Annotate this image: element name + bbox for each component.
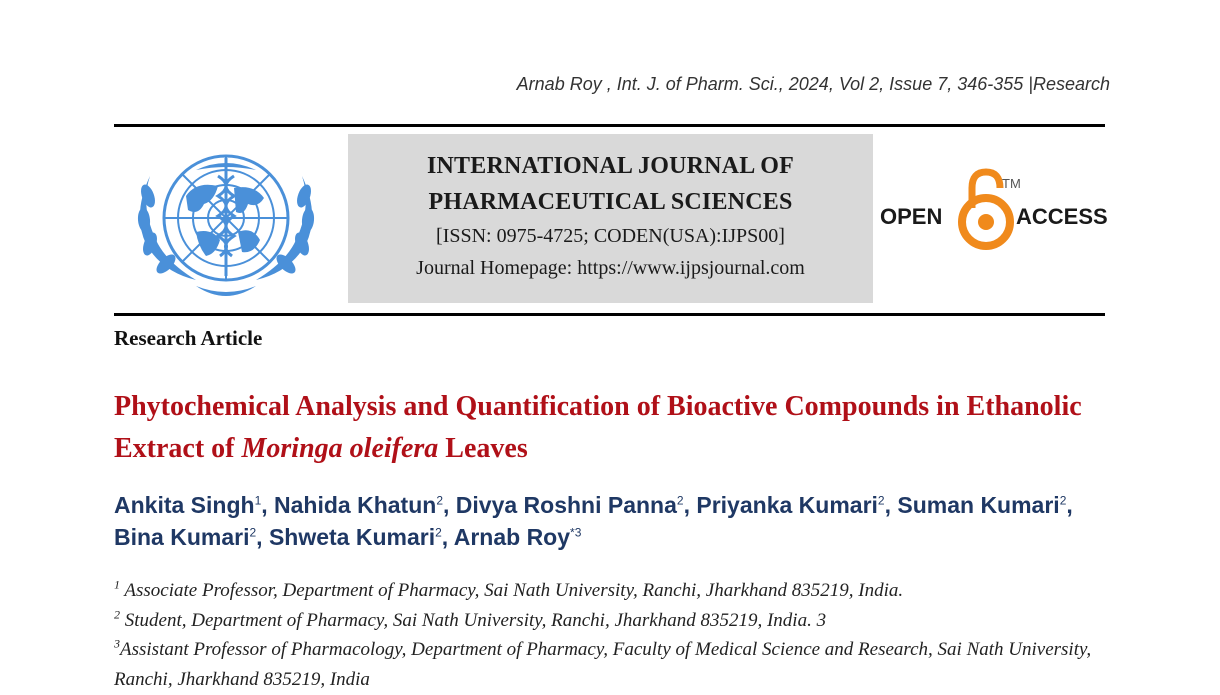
author-separator: , [443, 492, 456, 518]
affiliation-3 [114, 635, 1114, 694]
author [456, 492, 684, 518]
open-access-left-text: OPEN [880, 204, 943, 229]
author-sup: *3 [570, 525, 582, 540]
author-separator: , [261, 492, 275, 518]
citation-line: Arnab Roy , Int. J. of Pharm. Sci., 2024, Vol 2, Issue 7, 346-355 |Research [516, 74, 1110, 94]
author-name: Divya Roshni Panna [455, 492, 677, 518]
author-name: Shweta Kumari [268, 524, 436, 550]
affiliation-sup: 1 [114, 577, 120, 592]
article-title [114, 386, 1114, 470]
title-part1: Phytochemical Analysis and Quantification of Bioactive Compounds in Ethanolic Extract of [114, 391, 1082, 464]
author [897, 492, 1066, 518]
author-sup: 2 [877, 493, 885, 508]
author-separator: , [441, 524, 454, 550]
journal-title-line2: PHARMACEUTICAL SCIENCES [428, 189, 793, 215]
affiliation-text: Associate Professor, Department of Pharmacy, Sai Nath University, Ranchi, Jharkhand 835219, India. [120, 580, 904, 601]
journal-issn: [ISSN: 0975-4725; CODEN(USA):IJPS00] [436, 225, 785, 247]
author [274, 492, 443, 518]
journal-homepage: Journal Homepage: https://www.ijpsjournal.com [416, 257, 805, 279]
author-name: Nahida Khatun [274, 492, 437, 518]
open-access-right-text: ACCESS [1016, 204, 1108, 229]
author-sup: 2 [436, 493, 443, 508]
affiliations [114, 576, 1114, 694]
author-sup: 2 [676, 493, 684, 508]
author [696, 492, 884, 518]
author-separator: , [683, 492, 697, 518]
author-separator: , [884, 492, 898, 518]
journal-masthead [348, 134, 873, 303]
author-sup: 2 [435, 525, 442, 540]
author-name: Arnab Roy [453, 524, 571, 550]
author [454, 524, 582, 550]
affiliation-text: Student, Department of Pharmacy, Sai Nath University, Ranchi, Jharkhand 835219, India. 3 [120, 609, 827, 631]
author-sup: 2 [249, 525, 257, 540]
affiliation-1 [114, 576, 1114, 606]
author-sup: 1 [254, 493, 262, 508]
journal-title-line1: INTERNATIONAL JOURNAL OF [426, 153, 795, 179]
author-name: Priyanka Kumari [696, 492, 878, 518]
affiliation-sup: 3 [114, 636, 120, 651]
affiliation-sup: 2 [114, 607, 120, 622]
title-species: Moringa oleifera [241, 433, 439, 464]
author [269, 524, 442, 550]
author [114, 492, 261, 518]
author-separator: , [256, 524, 269, 550]
un-emblem-icon [126, 136, 326, 306]
author-separator: , [1066, 492, 1073, 518]
author-sup: 2 [1059, 493, 1067, 508]
header-top-rule [114, 124, 1105, 127]
author-name: Ankita Singh [114, 492, 255, 518]
author-list [114, 489, 1114, 553]
open-access-lock-icon [880, 168, 1110, 252]
article-type: Research Article [114, 326, 263, 350]
open-access-tm: TM [1002, 176, 1021, 191]
author-name: Bina Kumari [114, 524, 250, 550]
affiliation-text: Assistant Professor of Pharmacology, Department of Pharmacy, Faculty of Medical Science and Research, Sai Nath University, Ranchi, Jharkhand 835219, India [114, 639, 1092, 690]
author-name: Suman Kumari [897, 492, 1060, 518]
affiliation-2 [114, 606, 1114, 636]
header-bottom-rule [114, 313, 1105, 316]
author [114, 524, 256, 550]
title-part2: Leaves [438, 433, 528, 464]
